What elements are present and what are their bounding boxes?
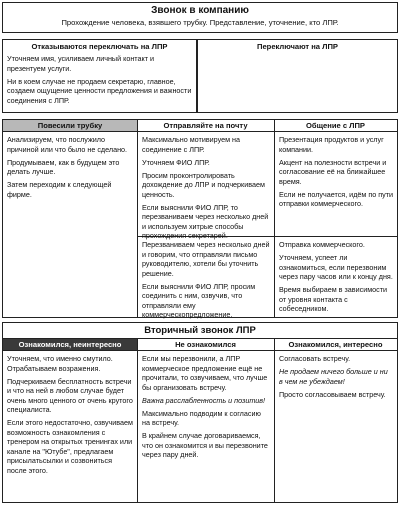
outcomes-table [2, 119, 398, 318]
notread-para: В крайнем случае договариваемся, что он ознакомится и вы перезвоните через пару дней. [142, 431, 268, 460]
refuse-body [3, 52, 196, 111]
sendmail-body-top [138, 133, 274, 246]
talk-para: Уточняем, успеет ли ознакомиться, если перезвоним через пару часов или к концу дня. [279, 253, 393, 282]
notinterested-para: Если этого недостаточно, озвучиваем возможность ознакомления с тренером на открытых тренингах или канале на "Ютубе", предлагаем присылатьсылки и созвониться после этого. [7, 418, 133, 475]
talk-para: Отправка коммерческого. [279, 240, 365, 249]
hung-para: Затем переходим к следующей фирме. [7, 180, 112, 199]
sendmail-para: Просим проконтролировать дохождение до ЛПР и подчеркиваем ценность. [142, 170, 265, 199]
section1-header-box [2, 2, 398, 33]
interested-header: Ознакомился, интересно [288, 340, 383, 349]
notread-body [138, 352, 274, 465]
section1-title: Звонок в компанию [151, 5, 249, 16]
sendmail-para: Максимально мотивируем на соединение с ЛПР. [142, 135, 240, 154]
notinterested-header: Ознакомился, неинтересно [3, 339, 137, 350]
talk-body-bottom [275, 238, 397, 319]
notread-para: Если мы перезвонили, а ЛПР коммерческое предложение ещё не прочитали, то озвучиваем, что лучше бы организовать встречу. [142, 354, 268, 392]
hung-header: Повесили трубку [3, 120, 137, 131]
hung-para: Продумываем, как в будущем это делать лучше. [7, 157, 120, 177]
sendmail-para: Уточняем ФИО ЛПР. [142, 157, 210, 167]
notread-para: Максимально подводим к согласию на встречу. [142, 408, 261, 428]
refuse-para: Ни в коем случае не продаем секретарю, главное, создаем ощущение ценности предложения и важности соединения с ЛПР. [7, 76, 192, 105]
switch-box [197, 39, 398, 113]
talk-para: Если не получается, идём по пути отправки коммерческого. [279, 189, 394, 209]
grid-line [3, 350, 397, 351]
interested-para: Просто согласовываем встречу. [279, 389, 386, 399]
interested-para: Согласовать встречу. [279, 354, 351, 363]
hung-para: Анализируем, что послужило причиной или что было не сделано. [7, 135, 128, 154]
notread-header: Не ознакомился [175, 340, 236, 349]
talk-para: Время выбираем в зависимости от уровня контакта с собеседником. [279, 285, 388, 314]
section2-title: Вторичный звонок ЛПР [144, 325, 256, 336]
notread-italic-note: Важна расслабленность и позитив! [142, 395, 266, 405]
refuse-box [2, 39, 197, 113]
section1-subtitle: Прохождение человека, взявшего трубку. Представление, уточнение, кто ЛПР. [61, 18, 339, 27]
sendmail-para: Если выяснили ФИО ЛПР, просим соединить с ним, озвучив, что отправляли ему коммерческопредложение. [142, 281, 256, 320]
notinterested-body [3, 352, 137, 481]
talk-para: Акцент на полезности встречи и согласование её на ближайшее время. [279, 157, 387, 186]
hung-body [3, 133, 137, 205]
sendmail-para: Перезваниваем через несколько дней и говорим, что отправляли письмо руководителю, хотели бы уточнить решение. [142, 240, 270, 278]
sendmail-para: Если выяснили ФИО ЛПР, то перезваниваем через несколько дней и используем хитрые способы прохождения секретарей. [142, 202, 269, 241]
interested-italic-note: Не продаем ничего больше и ни в чем не убеждаем! [279, 367, 388, 386]
talk-header: Общение с ЛПР [306, 121, 365, 130]
notinterested-para: Подчеркиваем бесплатность встречи и что на ней в любом случае будет очень много ценного от очень крутого специалиста. [7, 376, 133, 415]
grid-line [3, 131, 397, 132]
notinterested-para: Уточняем, что именно смутило. Отрабатываем возражения. [7, 354, 113, 373]
talk-body-top [275, 133, 397, 214]
interested-body [275, 352, 397, 405]
refuse-header: Отказываются переключать на ЛПР [31, 42, 168, 51]
switch-header: Переключают на ЛПР [257, 42, 338, 51]
sendmail-body-bottom [138, 238, 274, 325]
sendmail-header: Отправляйте на почту [163, 121, 248, 130]
section2-block [2, 322, 398, 503]
refuse-para: Уточняем имя, усиливаем личный контакт и презентуем услуги. [7, 54, 155, 73]
talk-para: Презентация продуктов и услуг компании. [279, 135, 384, 154]
